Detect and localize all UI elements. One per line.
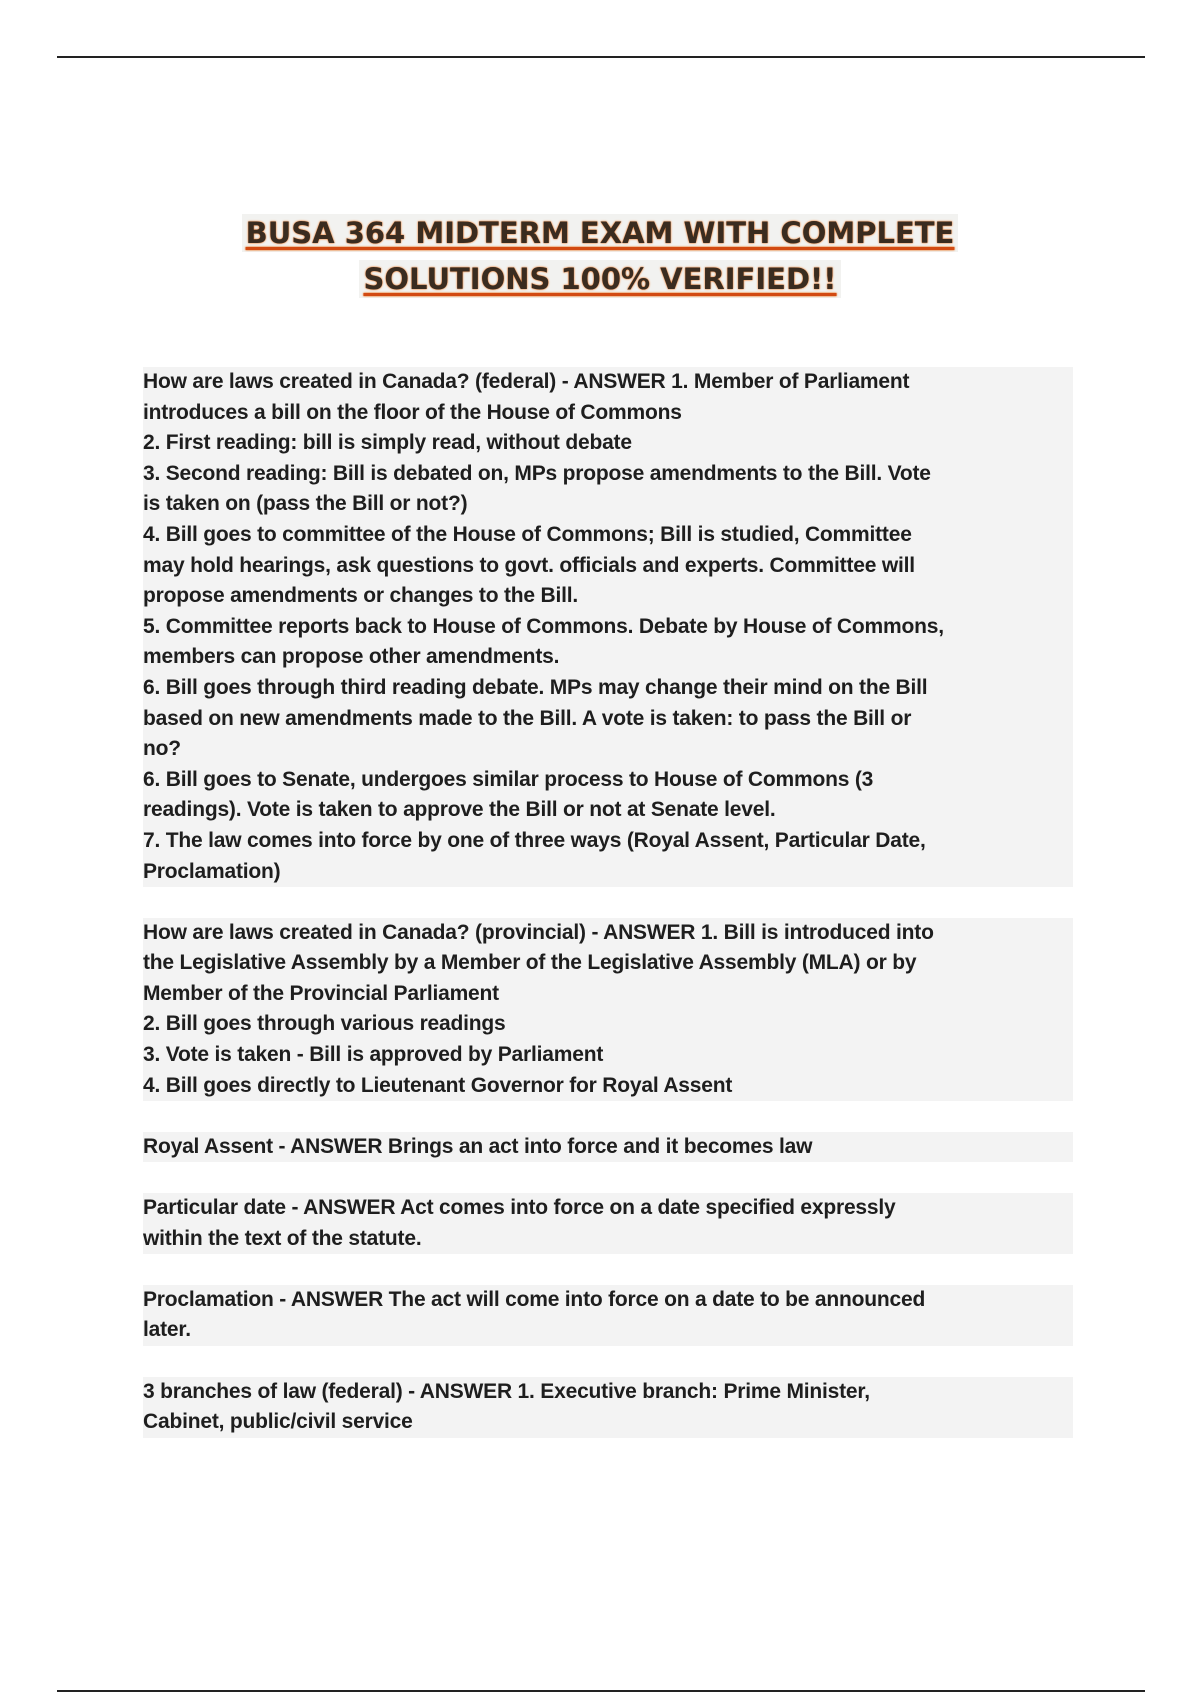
text-line — [143, 979, 1073, 1010]
text-line — [143, 948, 1073, 979]
title-line-2: SOLUTIONS 100% VERIFIED!! — [359, 260, 840, 298]
text-line — [143, 1285, 1073, 1316]
text-line-content: Cabinet, public/civil service — [143, 1410, 413, 1434]
text-line — [143, 612, 1073, 643]
qa-entry — [143, 1132, 1073, 1163]
text-line-content: 4. Bill goes directly to Lieutenant Governor for Royal Assent — [143, 1073, 733, 1097]
qa-entry — [143, 1377, 1073, 1438]
text-line-content: Member of the Provincial Parliament — [143, 981, 499, 1005]
text-line-content: may hold hearings, ask questions to govt. officials and experts. Committee will — [143, 553, 915, 577]
document-title — [0, 214, 1200, 306]
text-line — [143, 795, 1073, 826]
title-line-1: BUSA 364 MIDTERM EXAM WITH COMPLETE — [242, 214, 959, 252]
text-line-content: Royal Assent - ANSWER Brings an act into force and it becomes law — [143, 1134, 813, 1158]
text-line — [143, 1407, 1073, 1438]
text-line — [143, 520, 1073, 551]
qa-entry — [143, 1193, 1073, 1254]
text-line-content: 2. Bill goes through various readings — [143, 1012, 506, 1036]
qa-entry — [143, 918, 1073, 1102]
text-line-content: the Legislative Assembly by a Member of the Legislative Assembly (MLA) or by — [143, 951, 917, 975]
text-line — [143, 673, 1073, 704]
text-line-content: 5. Committee reports back to House of Commons. Debate by House of Commons, — [143, 614, 944, 638]
text-line — [143, 1224, 1073, 1255]
text-line-content: Proclamation - ANSWER The act will come into force on a date to be announced — [143, 1287, 926, 1311]
text-line — [143, 1071, 1073, 1102]
text-line-content: 3. Second reading: Bill is debated on, MPs propose amendments to the Bill. Vote — [143, 461, 931, 485]
text-line-content: 7. The law comes into force by one of three ways (Royal Assent, Particular Date, — [143, 828, 926, 852]
text-line-content: 3. Vote is taken - Bill is approved by Parliament — [143, 1043, 604, 1067]
text-line — [143, 704, 1073, 735]
text-line-content: based on new amendments made to the Bill. A vote is taken: to pass the Bill or — [143, 706, 912, 730]
text-line-content: readings). Vote is taken to approve the Bill or not at Senate level. — [143, 798, 776, 822]
text-line — [143, 918, 1073, 949]
text-line-content: 3 branches of law (federal) - ANSWER 1. Executive branch: Prime Minister, — [143, 1379, 870, 1403]
text-line — [143, 1009, 1073, 1040]
text-line-content: propose amendments or changes to the Bill. — [143, 584, 579, 608]
text-line-content: within the text of the statute. — [143, 1226, 422, 1250]
text-line — [143, 1315, 1073, 1346]
text-line — [143, 551, 1073, 582]
text-line — [143, 1377, 1073, 1408]
text-line-content: members can propose other amendments. — [143, 645, 560, 669]
text-line — [143, 1040, 1073, 1071]
header-rule — [57, 56, 1145, 58]
text-line-content: 6. Bill goes through third reading debate. MPs may change their mind on the Bill — [143, 675, 928, 699]
text-line — [143, 734, 1073, 765]
footer-rule — [57, 1690, 1145, 1692]
text-line-content: Particular date - ANSWER Act comes into force on a date specified expressly — [143, 1196, 896, 1220]
text-line-content: no? — [143, 737, 181, 761]
text-line-content: 2. First reading: bill is simply read, without debate — [143, 431, 632, 455]
text-line — [143, 765, 1073, 796]
text-line — [143, 581, 1073, 612]
text-line — [143, 857, 1073, 888]
text-line — [143, 489, 1073, 520]
text-line-content: later. — [143, 1318, 191, 1342]
text-line — [143, 642, 1073, 673]
text-line — [143, 826, 1073, 857]
text-line-content: How are laws created in Canada? (provincial) - ANSWER 1. Bill is introduced into — [143, 920, 934, 944]
text-line — [143, 428, 1073, 459]
text-line-content: Proclamation) — [143, 859, 281, 883]
text-line-content: is taken on (pass the Bill or not?) — [143, 492, 468, 516]
document-body — [143, 367, 1073, 1468]
text-line — [143, 1132, 1073, 1163]
text-line-content: 6. Bill goes to Senate, undergoes similar process to House of Commons (3 — [143, 767, 874, 791]
text-line — [143, 398, 1073, 429]
text-line — [143, 1193, 1073, 1224]
qa-entry — [143, 367, 1073, 887]
text-line-content: 4. Bill goes to committee of the House of Commons; Bill is studied, Committee — [143, 522, 912, 546]
qa-entry — [143, 1285, 1073, 1346]
text-line — [143, 459, 1073, 490]
text-line — [143, 367, 1073, 398]
text-line-content: How are laws created in Canada? (federal) - ANSWER 1. Member of Parliament — [143, 370, 910, 393]
text-line-content: introduces a bill on the floor of the House of Commons — [143, 400, 682, 424]
